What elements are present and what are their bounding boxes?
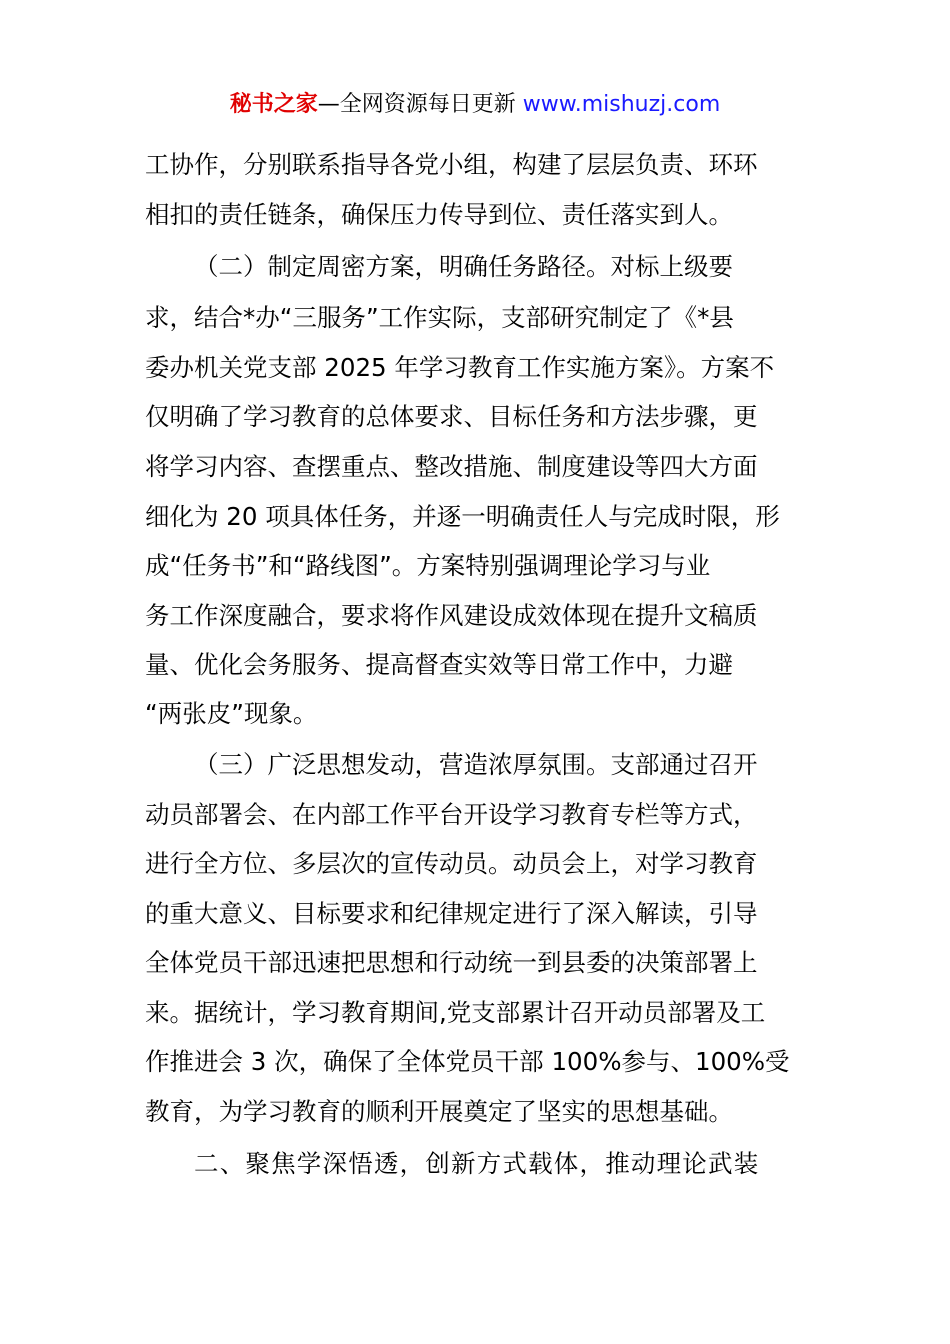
text-line: 将学习内容、查摆重点、整改措施、制度建设等四大方面 (145, 452, 758, 481)
text-line: 教育，为学习教育的顺利开展奠定了坚实的思想基础。 (145, 1097, 733, 1126)
text-line: 相扣的责任链条，确保压力传导到位、责任落实到人。 (145, 200, 733, 229)
text-line: “两张皮”现象。 (145, 699, 318, 728)
page-header (0, 88, 950, 122)
text-line: 的重大意义、目标要求和纪律规定进行了深入解读，引导 (145, 899, 758, 928)
text-line: 进行全方位、多层次的宣传动员。动员会上，对学习教育 (145, 849, 758, 878)
text-line: 量、优化会务服务、提高督查实效等日常工作中，力避 (145, 650, 733, 679)
section-heading-3: （三）广泛思想发动，营造浓厚氛围。支部通过召开 (194, 750, 758, 779)
text-line: 作推进会 3 次，确保了全体党员干部 100%参与、100%受 (145, 1047, 790, 1076)
text-line: 动员部署会、在内部工作平台开设学习教育专栏等方式， (145, 800, 758, 829)
site-tagline: —全网资源每日更新 (317, 92, 523, 117)
site-url-link[interactable]: www.mishuzj.com (522, 92, 721, 117)
chapter-heading-2: 二、聚焦学深悟透，创新方式载体，推动理论武装 (194, 1149, 760, 1178)
text-line: 来。据统计，学习教育期间,党支部累计召开动员部署及工 (145, 998, 766, 1027)
text-line: 细化为 20 项具体任务，并逐一明确责任人与完成时限，形 (145, 502, 780, 531)
text-line: 成“任务书”和“路线图”。方案特别强调理论学习与业 (145, 551, 711, 580)
site-brand: 秘书之家 (229, 92, 318, 117)
text-line: 工协作，分别联系指导各党小组，构建了层层负责、环环 (145, 150, 758, 179)
text-line: 委办机关党支部 2025 年学习教育工作实施方案》。方案不 (145, 353, 775, 382)
text-line: 求，结合*办“三服务”工作实际，支部研究制定了《*县 (145, 303, 734, 332)
text-line: 仅明确了学习教育的总体要求、目标任务和方法步骤，更 (145, 402, 758, 431)
text-line: 务工作深度融合，要求将作风建设成效体现在提升文稿质 (145, 601, 758, 630)
text-line: 全体党员干部迅速把思想和行动统一到县委的决策部署上 (145, 948, 758, 977)
section-heading-2: （二）制定周密方案，明确任务路径。对标上级要 (194, 252, 733, 281)
